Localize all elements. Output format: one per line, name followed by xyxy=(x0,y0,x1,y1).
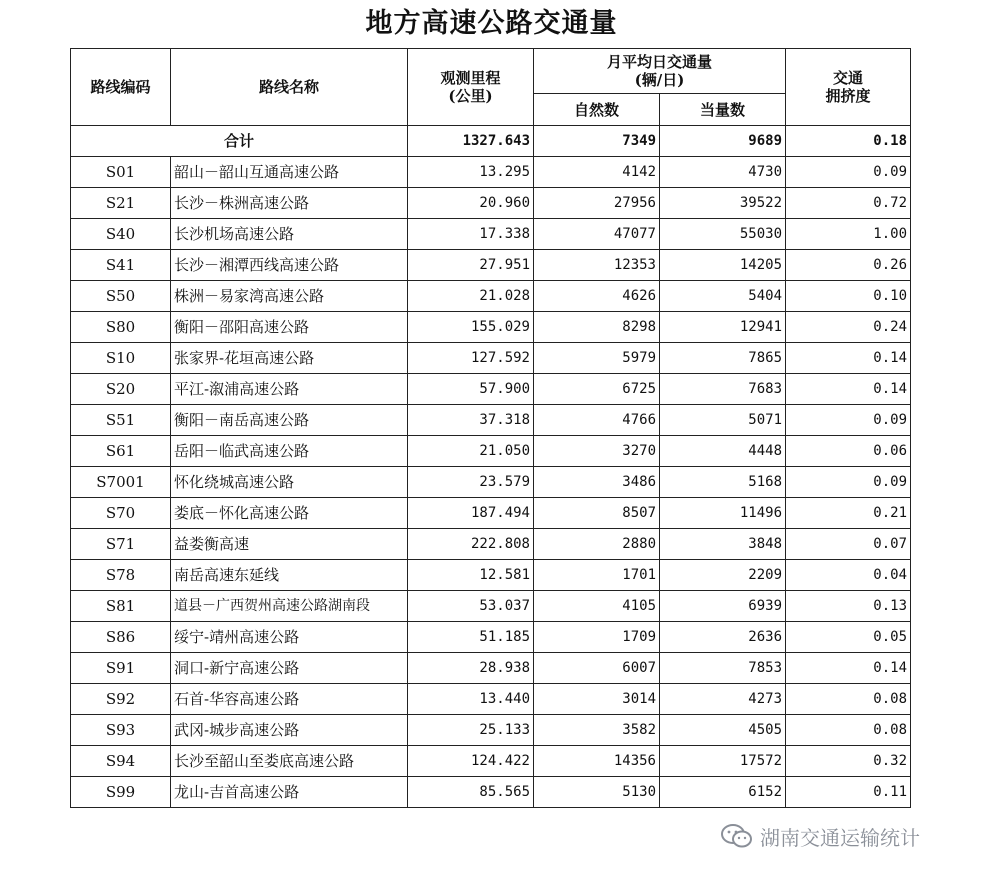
header-traffic-line1: 月平均日交通量 xyxy=(607,53,713,71)
cell-natural: 12353 xyxy=(534,250,660,281)
cell-congestion: 0.14 xyxy=(786,343,911,374)
cell-mileage: 28.938 xyxy=(408,653,534,684)
cell-equivalent: 4505 xyxy=(660,715,786,746)
cell-route-name: 南岳高速东延线 xyxy=(171,560,408,591)
cell-route-code: S51 xyxy=(71,405,171,436)
cell-natural: 2880 xyxy=(534,529,660,560)
table-row xyxy=(71,529,911,560)
cell-route-code: S41 xyxy=(71,250,171,281)
cell-route-code: S86 xyxy=(71,622,171,653)
cell-congestion: 1.00 xyxy=(786,219,911,250)
cell-mileage: 124.422 xyxy=(408,746,534,777)
cell-route-name: 绥宁-靖州高速公路 xyxy=(171,622,408,653)
cell-mileage: 20.960 xyxy=(408,188,534,219)
cell-route-name: 岳阳－临武高速公路 xyxy=(171,436,408,467)
cell-natural: 4105 xyxy=(534,591,660,622)
table-row xyxy=(71,467,911,498)
cell-mileage: 51.185 xyxy=(408,622,534,653)
cell-natural: 4766 xyxy=(534,405,660,436)
cell-congestion: 0.09 xyxy=(786,467,911,498)
cell-equivalent: 6939 xyxy=(660,591,786,622)
cell-route-code: S01 xyxy=(71,157,171,188)
cell-route-name: 长沙机场高速公路 xyxy=(171,219,408,250)
traffic-table xyxy=(70,48,911,808)
cell-mileage: 13.295 xyxy=(408,157,534,188)
cell-equivalent: 2636 xyxy=(660,622,786,653)
cell-equivalent: 4448 xyxy=(660,436,786,467)
cell-natural: 6725 xyxy=(534,374,660,405)
cell-equivalent: 2209 xyxy=(660,560,786,591)
cell-natural: 4626 xyxy=(534,281,660,312)
cell-route-name: 娄底－怀化高速公路 xyxy=(171,498,408,529)
cell-route-name: 衡阳－邵阳高速公路 xyxy=(171,312,408,343)
cell-natural: 1709 xyxy=(534,622,660,653)
cell-natural: 5979 xyxy=(534,343,660,374)
cell-route-name: 长沙－湘潭西线高速公路 xyxy=(171,250,408,281)
cell-natural: 27956 xyxy=(534,188,660,219)
header-mileage xyxy=(408,49,534,126)
cell-route-name: 石首-华容高速公路 xyxy=(171,684,408,715)
cell-equivalent: 55030 xyxy=(660,219,786,250)
cell-congestion: 0.05 xyxy=(786,622,911,653)
cell-equivalent: 12941 xyxy=(660,312,786,343)
cell-congestion: 0.26 xyxy=(786,250,911,281)
cell-congestion: 0.07 xyxy=(786,529,911,560)
cell-equivalent: 14205 xyxy=(660,250,786,281)
cell-route-name: 长沙－株洲高速公路 xyxy=(171,188,408,219)
cell-congestion: 0.06 xyxy=(786,436,911,467)
watermark-text: 湖南交通运输统计 xyxy=(760,825,920,850)
cell-congestion: 0.08 xyxy=(786,684,911,715)
cell-mileage: 13.440 xyxy=(408,684,534,715)
cell-mileage: 127.592 xyxy=(408,343,534,374)
cell-mileage: 57.900 xyxy=(408,374,534,405)
cell-congestion: 0.09 xyxy=(786,157,911,188)
cell-route-name: 龙山-吉首高速公路 xyxy=(171,777,408,808)
table-row xyxy=(71,219,911,250)
table-row xyxy=(71,622,911,653)
header-equivalent: 当量数 xyxy=(660,94,786,126)
cell-route-code: S91 xyxy=(71,653,171,684)
cell-natural: 8507 xyxy=(534,498,660,529)
cell-mileage: 222.808 xyxy=(408,529,534,560)
table-row xyxy=(71,498,911,529)
cell-natural: 4142 xyxy=(534,157,660,188)
total-label: 合计 xyxy=(71,126,408,157)
cell-natural: 3486 xyxy=(534,467,660,498)
cell-equivalent: 4730 xyxy=(660,157,786,188)
cell-route-code: S78 xyxy=(71,560,171,591)
table-row xyxy=(71,715,911,746)
header-congestion-line2: 拥挤度 xyxy=(825,87,871,105)
cell-route-name: 张家界-花垣高速公路 xyxy=(171,343,408,374)
table-row xyxy=(71,684,911,715)
table-row xyxy=(71,405,911,436)
cell-route-code: S21 xyxy=(71,188,171,219)
watermark xyxy=(720,822,920,850)
cell-equivalent: 3848 xyxy=(660,529,786,560)
cell-route-name: 益娄衡高速 xyxy=(171,529,408,560)
cell-mileage: 25.133 xyxy=(408,715,534,746)
cell-mileage: 12.581 xyxy=(408,560,534,591)
cell-mileage: 21.028 xyxy=(408,281,534,312)
cell-equivalent: 7683 xyxy=(660,374,786,405)
cell-equivalent: 5168 xyxy=(660,467,786,498)
cell-route-name: 洞口-新宁高速公路 xyxy=(171,653,408,684)
total-natural: 7349 xyxy=(534,126,660,157)
cell-congestion: 0.32 xyxy=(786,746,911,777)
cell-mileage: 85.565 xyxy=(408,777,534,808)
table-row xyxy=(71,188,911,219)
cell-congestion: 0.08 xyxy=(786,715,911,746)
table-row xyxy=(71,343,911,374)
cell-route-name: 怀化绕城高速公路 xyxy=(171,467,408,498)
header-congestion-line1: 交通 xyxy=(833,69,864,87)
table-row xyxy=(71,591,911,622)
cell-route-code: S10 xyxy=(71,343,171,374)
cell-route-name: 株洲－易家湾高速公路 xyxy=(171,281,408,312)
table-row xyxy=(71,250,911,281)
cell-congestion: 0.24 xyxy=(786,312,911,343)
table-row xyxy=(71,436,911,467)
cell-route-code: S80 xyxy=(71,312,171,343)
table-row xyxy=(71,653,911,684)
cell-route-name: 道县－广西贺州高速公路湖南段 xyxy=(171,591,408,622)
header-natural: 自然数 xyxy=(534,94,660,126)
cell-equivalent: 4273 xyxy=(660,684,786,715)
cell-route-code: S92 xyxy=(71,684,171,715)
cell-mileage: 53.037 xyxy=(408,591,534,622)
cell-equivalent: 6152 xyxy=(660,777,786,808)
cell-equivalent: 5404 xyxy=(660,281,786,312)
cell-route-code: S50 xyxy=(71,281,171,312)
cell-route-code: S93 xyxy=(71,715,171,746)
total-congestion: 0.18 xyxy=(786,126,911,157)
cell-natural: 14356 xyxy=(534,746,660,777)
cell-equivalent: 5071 xyxy=(660,405,786,436)
cell-equivalent: 7853 xyxy=(660,653,786,684)
cell-congestion: 0.14 xyxy=(786,653,911,684)
cell-route-code: S40 xyxy=(71,219,171,250)
cell-natural: 6007 xyxy=(534,653,660,684)
table-row xyxy=(71,777,911,808)
cell-mileage: 23.579 xyxy=(408,467,534,498)
header-traffic-line2: (辆/日) xyxy=(634,71,685,89)
cell-mileage: 155.029 xyxy=(408,312,534,343)
cell-mileage: 27.951 xyxy=(408,250,534,281)
cell-natural: 1701 xyxy=(534,560,660,591)
cell-congestion: 0.10 xyxy=(786,281,911,312)
cell-route-name: 平江-溆浦高速公路 xyxy=(171,374,408,405)
cell-route-name: 长沙至韶山至娄底高速公路 xyxy=(171,746,408,777)
table-row xyxy=(71,374,911,405)
cell-congestion: 0.21 xyxy=(786,498,911,529)
total-row xyxy=(71,126,911,157)
header-traffic xyxy=(534,49,786,94)
cell-route-code: S94 xyxy=(71,746,171,777)
cell-natural: 5130 xyxy=(534,777,660,808)
cell-route-name: 衡阳－南岳高速公路 xyxy=(171,405,408,436)
cell-route-code: S61 xyxy=(71,436,171,467)
cell-route-name: 韶山－韶山互通高速公路 xyxy=(171,157,408,188)
table-row xyxy=(71,560,911,591)
cell-congestion: 0.11 xyxy=(786,777,911,808)
page-title: 地方高速公路交通量 xyxy=(365,8,618,39)
cell-route-code: S81 xyxy=(71,591,171,622)
cell-mileage: 187.494 xyxy=(408,498,534,529)
cell-congestion: 0.14 xyxy=(786,374,911,405)
cell-route-name: 武冈-城步高速公路 xyxy=(171,715,408,746)
cell-natural: 3582 xyxy=(534,715,660,746)
header-congestion xyxy=(786,49,911,126)
cell-route-code: S20 xyxy=(71,374,171,405)
cell-equivalent: 39522 xyxy=(660,188,786,219)
cell-mileage: 37.318 xyxy=(408,405,534,436)
header-mileage-line1: 观测里程 xyxy=(440,69,501,87)
cell-mileage: 21.050 xyxy=(408,436,534,467)
cell-congestion: 0.72 xyxy=(786,188,911,219)
total-mileage: 1327.643 xyxy=(408,126,534,157)
cell-equivalent: 17572 xyxy=(660,746,786,777)
cell-equivalent: 7865 xyxy=(660,343,786,374)
cell-mileage: 17.338 xyxy=(408,219,534,250)
cell-route-code: S70 xyxy=(71,498,171,529)
cell-congestion: 0.04 xyxy=(786,560,911,591)
cell-congestion: 0.13 xyxy=(786,591,911,622)
cell-route-code: S99 xyxy=(71,777,171,808)
cell-natural: 47077 xyxy=(534,219,660,250)
header-route-name: 路线名称 xyxy=(171,49,408,126)
cell-natural: 8298 xyxy=(534,312,660,343)
header-mileage-line2: (公里) xyxy=(448,87,493,105)
table-row xyxy=(71,281,911,312)
cell-natural: 3270 xyxy=(534,436,660,467)
table-row xyxy=(71,746,911,777)
cell-route-code: S71 xyxy=(71,529,171,560)
table-row xyxy=(71,157,911,188)
wechat-icon xyxy=(720,823,754,849)
table-row xyxy=(71,312,911,343)
cell-congestion: 0.09 xyxy=(786,405,911,436)
cell-route-code: S7001 xyxy=(71,467,171,498)
total-equivalent: 9689 xyxy=(660,126,786,157)
cell-equivalent: 11496 xyxy=(660,498,786,529)
header-route-code: 路线编码 xyxy=(71,49,171,126)
cell-natural: 3014 xyxy=(534,684,660,715)
